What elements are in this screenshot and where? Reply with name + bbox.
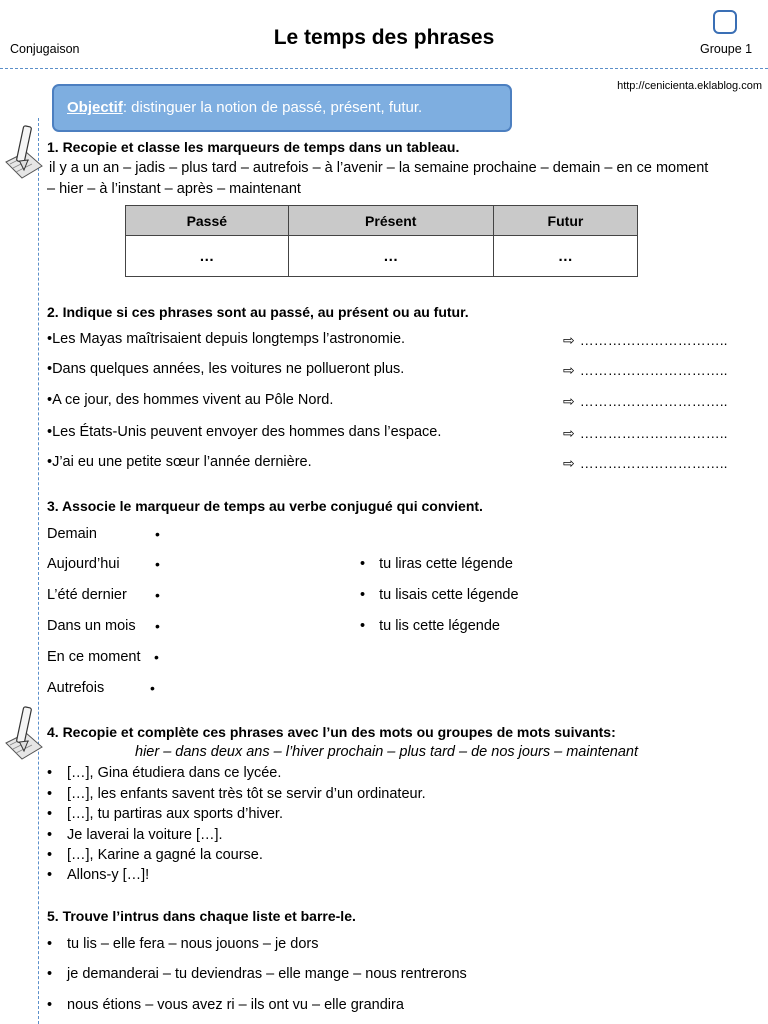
arrow-right-icon: ⇨ xyxy=(563,362,575,378)
match-dot[interactable]: • xyxy=(155,556,160,572)
objective-label: Objectif xyxy=(67,99,123,116)
arrow-right-icon: ⇨ xyxy=(563,393,575,409)
list-item xyxy=(47,806,283,822)
sentence-item: •Les Mayas maîtrisaient depuis longtemps l’astronomie. xyxy=(47,331,406,347)
sentence-item: •A ce jour, des hommes vivent au Pôle Nord. xyxy=(47,392,334,408)
bullet: • xyxy=(47,847,53,863)
section-3-heading: 3. Associe le marqueur de temps au verbe conjugué qui convient. xyxy=(47,498,483,514)
section-5-heading: 5. Trouve l’intrus dans chaque liste et barre-le. xyxy=(47,908,356,924)
verb-text: tu lisais cette légende xyxy=(379,587,519,603)
list-item xyxy=(47,936,318,952)
time-marker-item: Autrefois xyxy=(47,680,105,696)
match-dot[interactable]: • xyxy=(154,649,159,665)
sentence-item: •Dans quelques années, les voitures ne pollueront plus. xyxy=(47,361,405,377)
verb-item[interactable] xyxy=(360,556,513,572)
time-marker-item: Demain xyxy=(47,526,97,542)
tense-table xyxy=(125,205,638,277)
arrow-right-icon: ⇨ xyxy=(563,425,575,441)
sentence-text: […], les enfants savent très tôt se servir d’un ordinateur. xyxy=(67,786,426,802)
sentence-text: […], Karine a gagné la course. xyxy=(67,847,263,863)
bullet: • xyxy=(47,966,53,982)
word-bank: hier – dans deux ans – l’hiver prochain – plus tard – de nos jours – maintenant xyxy=(135,744,638,760)
list-item xyxy=(47,966,467,982)
sentence-text: Allons-y […]! xyxy=(67,867,150,883)
verb-list: nous étions – vous avez ri – ils ont vu – elle grandira xyxy=(67,997,404,1013)
sentence-text: Je laverai la voiture […]. xyxy=(67,827,223,843)
table-header-future: Futur xyxy=(493,206,637,236)
objective-text: : distinguer la notion de passé, présent, futur. xyxy=(122,99,423,116)
answer-blank[interactable] xyxy=(563,362,728,379)
bullet: • xyxy=(47,997,53,1013)
bullet: • xyxy=(47,765,53,781)
answer-blank[interactable] xyxy=(563,332,728,349)
pencil-writing-icon xyxy=(4,703,44,765)
group-label: Groupe 1 xyxy=(700,42,753,56)
section-1-markers-line1: il y a un an – jadis – plus tard – autrefois – à l’avenir – la semaine prochaine – demain – en ce moment xyxy=(49,160,709,176)
table-header-present: Présent xyxy=(288,206,493,236)
bullet: • xyxy=(47,867,53,883)
pencil-writing-icon xyxy=(4,122,44,184)
page-title: Le temps des phrases xyxy=(273,26,495,49)
match-dot[interactable]: • xyxy=(155,587,160,603)
arrow-right-icon: ⇨ xyxy=(563,332,575,348)
answer-blank[interactable] xyxy=(563,425,728,442)
dotted-line: ………………………….. xyxy=(579,362,728,378)
header-divider xyxy=(0,68,768,69)
verb-item[interactable] xyxy=(360,618,500,634)
dotted-line: ………………………….. xyxy=(579,332,728,348)
answer-blank[interactable] xyxy=(563,393,728,410)
section-4-heading: 4. Recopie et complète ces phrases avec l’un des mots ou groupes de mots suivants: xyxy=(47,724,616,740)
list-item xyxy=(47,765,281,781)
verb-text: tu liras cette légende xyxy=(379,556,513,572)
section-1-markers-line2: – hier – à l’instant – après – maintenant xyxy=(47,181,301,197)
verb-list: je demanderai – tu deviendras – elle mange – nous rentrerons xyxy=(67,966,467,982)
verb-list: tu lis – elle fera – nous jouons – je dors xyxy=(67,936,319,952)
verb-item[interactable] xyxy=(360,587,519,603)
list-item xyxy=(47,867,149,883)
match-dot[interactable]: • xyxy=(150,680,155,696)
bullet: • xyxy=(47,806,53,822)
verb-text: tu lis cette légende xyxy=(379,618,500,634)
dotted-line: ………………………….. xyxy=(579,393,728,409)
sentence-text: […], tu partiras aux sports d’hiver. xyxy=(67,806,283,822)
dotted-line: ………………………….. xyxy=(579,425,728,441)
subject-label: Conjugaison xyxy=(10,42,80,56)
list-item xyxy=(47,786,426,802)
section-1-heading: 1. Recopie et classe les marqueurs de temps dans un tableau. xyxy=(47,139,460,155)
table-cell: … xyxy=(288,236,493,277)
dotted-line: ………………………….. xyxy=(579,455,728,471)
time-marker-item: Aujourd’hui xyxy=(47,556,120,572)
time-marker-item: En ce moment xyxy=(47,649,141,665)
list-item xyxy=(47,827,223,843)
sentence-item: •J’ai eu une petite sœur l’année dernière. xyxy=(47,454,312,470)
bullet: • xyxy=(47,827,53,843)
match-dot: • xyxy=(360,587,366,603)
table-cell: … xyxy=(493,236,637,277)
source-url: http://cenicienta.eklablog.com xyxy=(617,80,762,92)
list-item xyxy=(47,997,404,1013)
arrow-right-icon: ⇨ xyxy=(563,455,575,471)
table-header-past: Passé xyxy=(126,206,289,236)
time-marker-item: Dans un mois xyxy=(47,618,136,634)
table-cell: … xyxy=(126,236,289,277)
sentence-item: •Les États-Unis peuvent envoyer des hommes dans l’espace. xyxy=(47,424,442,440)
match-dot[interactable]: • xyxy=(155,618,160,634)
match-dot: • xyxy=(360,618,366,634)
bullet: • xyxy=(47,786,53,802)
match-dot[interactable]: • xyxy=(155,526,160,542)
sentence-text: […], Gina étudiera dans ce lycée. xyxy=(67,765,282,781)
match-dot: • xyxy=(360,556,366,572)
answer-blank[interactable] xyxy=(563,455,728,472)
objective-box xyxy=(52,84,512,132)
checkbox-icon[interactable] xyxy=(713,10,737,34)
margin-line xyxy=(38,118,39,1024)
section-2-heading: 2. Indique si ces phrases sont au passé, au présent ou au futur. xyxy=(47,304,469,320)
bullet: • xyxy=(47,936,53,952)
time-marker-item: L’été dernier xyxy=(47,587,127,603)
list-item xyxy=(47,847,263,863)
